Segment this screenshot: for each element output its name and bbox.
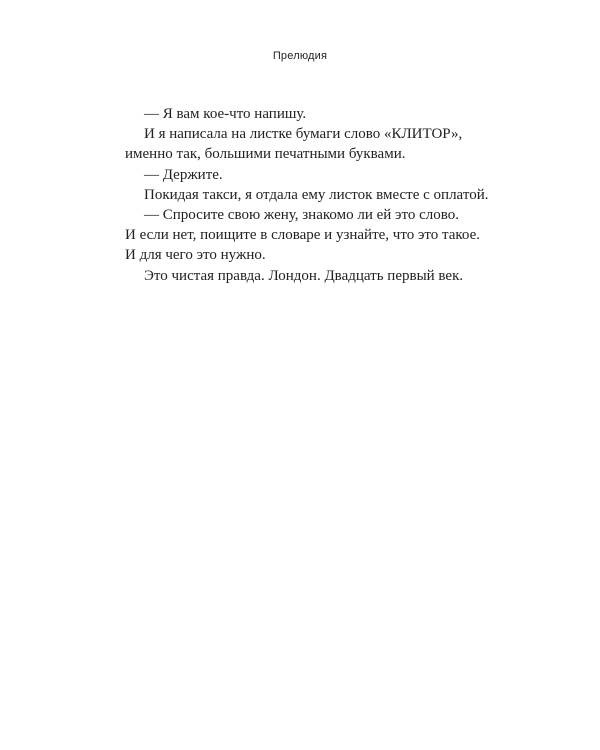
text-line: Покидая такси, я отдала ему листок вместе с оплатой.: [144, 186, 489, 203]
text-line: И для чего это нужно.: [125, 247, 266, 264]
text-line: И я написала на листке бумаги слово «КЛИТОР»,: [144, 126, 463, 143]
body-text: [125, 104, 489, 286]
text-line: именно так, большими печатными буквами.: [125, 146, 406, 163]
text-line: — Держите.: [144, 166, 223, 183]
running-head-title: Прелюдия: [272, 50, 328, 62]
text-line: — Спросите свою жену, знакомо ли ей это слово.: [144, 206, 459, 223]
text-line: И если нет, поищите в словаре и узнайте, что это такое.: [125, 227, 481, 244]
text-line: — Я вам кое-что напишу.: [144, 106, 307, 122]
text-line: Это чистая правда. Лондон. Двадцать первый век.: [144, 267, 464, 284]
